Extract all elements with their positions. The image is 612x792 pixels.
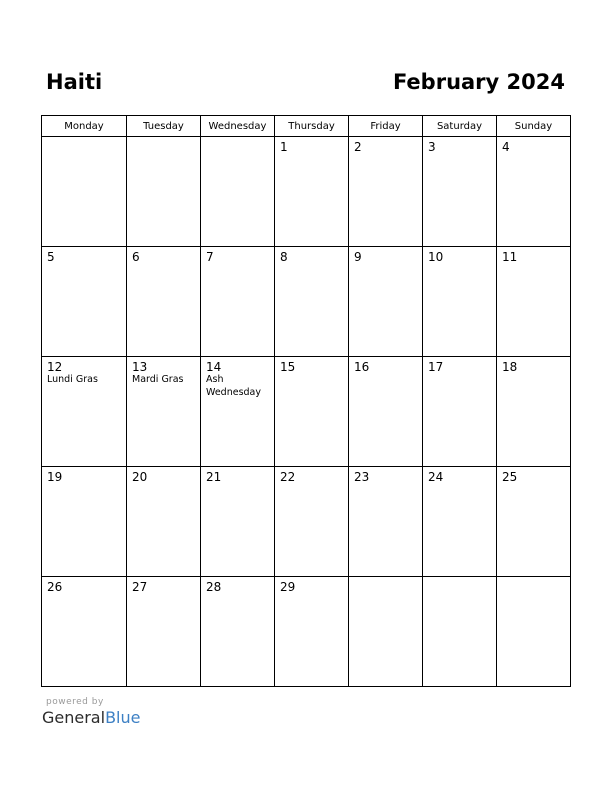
day-number: 17 [428,360,444,374]
day-number: 12 [47,360,63,374]
day-cell [42,247,127,357]
day-number: 18 [502,360,518,374]
day-number: 14 [206,360,222,374]
holiday-label: Mardi Gras [132,374,184,385]
day-number: 5 [47,250,55,264]
day-cell [275,137,349,247]
day-number [423,577,496,580]
country-title: Haiti [46,70,103,94]
day-number [349,577,422,580]
weekday-saturday: Saturday [423,116,497,137]
day-number: 9 [354,250,362,264]
day-cell [423,137,497,247]
day-cell [497,357,571,467]
day-cell [201,467,275,577]
weekday-wednesday: Wednesday [201,116,275,137]
week-row [42,247,571,357]
day-cell [423,577,497,687]
calendar-grid [41,115,571,687]
day-cell [349,467,423,577]
day-cell [42,577,127,687]
day-number: 23 [354,470,370,484]
weekday-monday: Monday [42,116,127,137]
day-number: 10 [428,250,444,264]
day-cell [42,357,127,467]
day-cell [349,137,423,247]
day-cell [423,357,497,467]
day-cell [275,247,349,357]
day-number: 4 [502,140,510,154]
day-cell [201,137,275,247]
day-number: 25 [502,470,518,484]
day-cell [201,247,275,357]
day-cell [127,137,201,247]
week-row [42,577,571,687]
day-number: 27 [132,580,148,594]
day-number: 6 [132,250,140,264]
day-number: 15 [280,360,296,374]
day-number [497,577,570,580]
day-cell [127,247,201,357]
day-number [201,137,274,140]
day-cell [42,467,127,577]
weekday-tuesday: Tuesday [127,116,201,137]
day-cell [201,577,275,687]
day-cell [423,467,497,577]
brand-blue-text: Blue [105,708,141,727]
day-cell [127,467,201,577]
day-cell [42,137,127,247]
day-cell [497,137,571,247]
day-cell [423,247,497,357]
day-cell [349,357,423,467]
weekday-sunday: Sunday [497,116,571,137]
day-cell [497,577,571,687]
holiday-label: Lundi Gras [47,374,98,385]
week-row [42,137,571,247]
week-row [42,357,571,467]
day-number: 24 [428,470,444,484]
day-cell [127,577,201,687]
day-number: 19 [47,470,63,484]
weekday-thursday: Thursday [275,116,349,137]
day-number: 28 [206,580,222,594]
day-number: 29 [280,580,296,594]
brand-general-text: General [42,708,106,727]
day-number: 20 [132,470,148,484]
holiday-label: Ash Wednesday [206,374,262,398]
day-number: 2 [354,140,362,154]
generalblue-logo [42,708,140,727]
day-number [42,137,126,140]
day-cell [497,247,571,357]
powered-by-text: powered by [46,697,104,707]
week-row [42,467,571,577]
day-cell [497,467,571,577]
day-number: 22 [280,470,296,484]
day-number: 16 [354,360,370,374]
day-number: 21 [206,470,222,484]
weekday-friday: Friday [349,116,423,137]
day-number: 7 [206,250,214,264]
day-number: 13 [132,360,148,374]
day-cell [127,357,201,467]
day-cell [275,577,349,687]
day-number: 11 [502,250,518,264]
day-number: 1 [280,140,288,154]
day-number: 3 [428,140,436,154]
calendar-body [42,137,571,687]
day-cell [349,577,423,687]
day-cell [201,357,275,467]
day-number: 8 [280,250,288,264]
day-number [127,137,200,140]
day-number: 26 [47,580,63,594]
day-cell [349,247,423,357]
weekday-header-row [42,116,571,137]
day-cell [275,357,349,467]
day-cell [275,467,349,577]
month-year-title: February 2024 [392,70,565,94]
